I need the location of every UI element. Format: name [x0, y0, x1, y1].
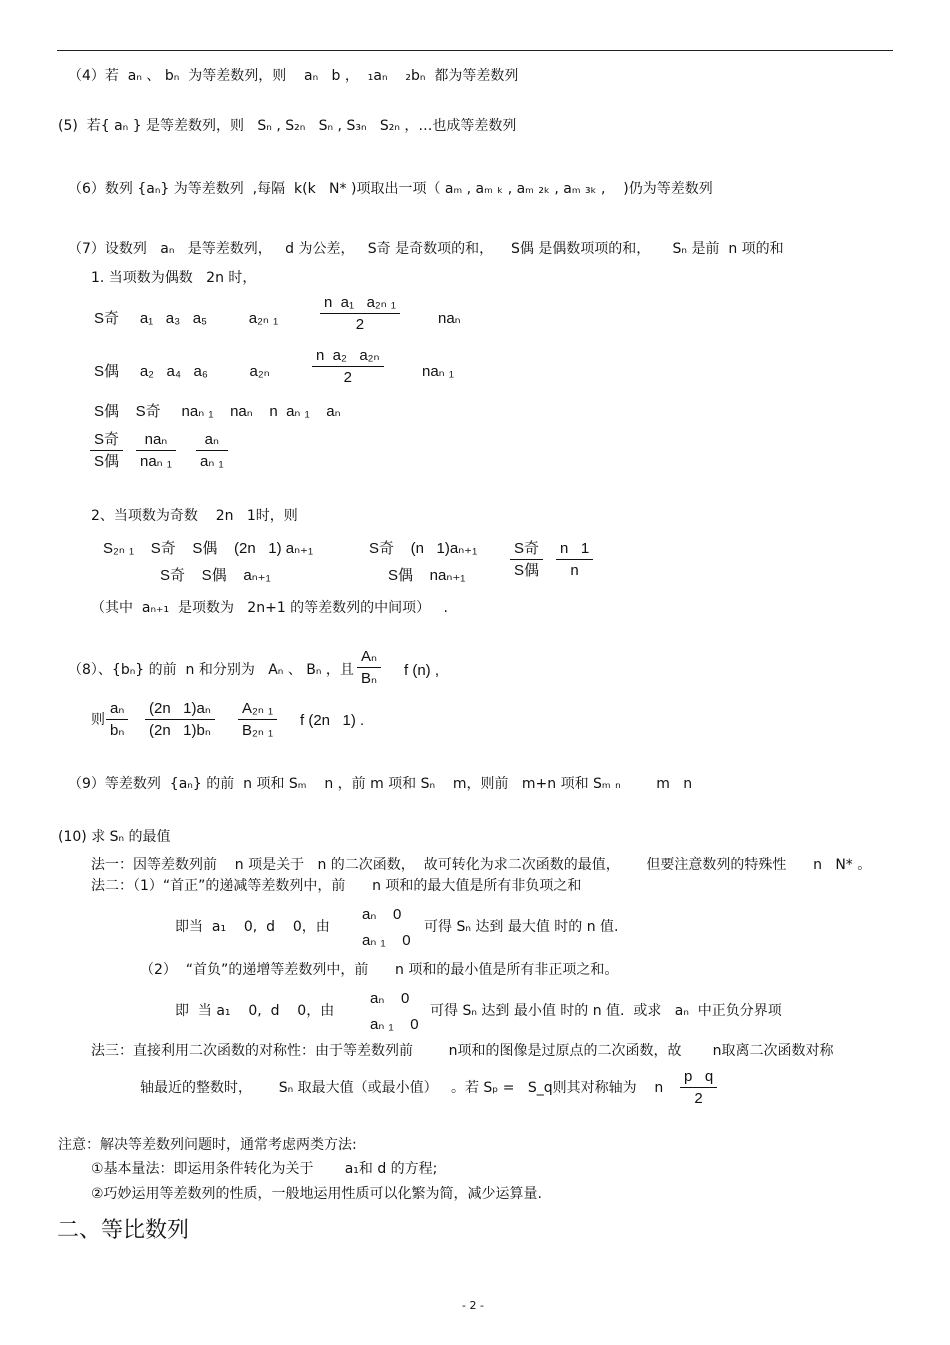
ratio2-n	[556, 540, 593, 579]
method-1: 法一：因等差数列前 n 项是关于 n 的二次函数， 故可转化为求二次函数的最值， 但要注意数列的特殊性 n N* 。	[91, 857, 872, 873]
method-2a-ineq-2: aₙ ₁ 0	[362, 932, 411, 949]
method-2b-system	[370, 986, 419, 1038]
ratio1-a-denominator: S偶	[94, 453, 120, 470]
note-middle-term: （其中 aₙ₊₁ 是项数为 2n+1 的等差数列的中间项） .	[91, 600, 448, 616]
symmetry-numerator: p q	[684, 1068, 714, 1085]
item-8-denominator: Bₙ	[361, 670, 377, 687]
item-8-rhs2: f (2n 1) .	[300, 712, 365, 729]
item-5: (5) 若{ aₙ } 是等差数列，则 Sₙ , S₂ₙ Sₙ , S₃ₙ S₂ₙ ，…也成等差数列	[58, 118, 517, 134]
ratio1-b-denominator: naₙ ₁	[140, 453, 172, 470]
method-2a-condition: 即当 a₁ 0, d 0，由	[175, 919, 330, 935]
s-odd-numerator: n a₁ a₂ₙ ₁	[324, 294, 396, 311]
item-9: （9）等差数列 {aₙ} 的前 n 项和 Sₘ n ，前 m 项和 Sₙ m，则前 m+n 项和 Sₘ ₙ m n	[68, 776, 693, 792]
method-2a-system	[362, 902, 411, 954]
item-8-f3-numerator: A₂ₙ ₁	[242, 700, 274, 717]
s-odd-lhs: S奇 a₁ a₃ a₅ a₂ₙ ₁	[94, 310, 279, 327]
ratio1-a-numerator: S奇	[94, 431, 120, 448]
item-8-numerator: Aₙ	[361, 648, 377, 665]
item-8-ratio	[357, 648, 381, 687]
s-even-rhs: naₙ ₁	[422, 363, 454, 380]
ratio2-odd-even	[510, 540, 543, 579]
s-even-lhs: S偶 a₂ a₄ a₆ a₂ₙ	[94, 363, 270, 380]
symmetry-axis-fraction	[680, 1068, 717, 1107]
top-rule	[57, 50, 893, 51]
note-heading: 注意：解决等差数列问题时，通常考虑两类方法:	[58, 1137, 357, 1153]
item-8-an-bn	[106, 700, 128, 739]
method-2b-condition: 即 当 a₁ 0, d 0，由	[175, 1003, 335, 1019]
section-heading: 二、等比数列	[57, 1218, 190, 1243]
method-3-continued: 轴最近的整数时， Sₙ 取最大值（或最小值） 。若 Sₚ = S_q则其对称轴为 n	[140, 1080, 664, 1096]
method-2: 法二：（1）“首正”的递减等差数列中，前 n 项和的最大值是所有非负项之和	[91, 878, 582, 894]
note-item-2: ②巧妙运用等差数列的性质，一般地运用性质可以化繁为简，减少运算量.	[91, 1186, 542, 1202]
ratio2-a-numerator: S奇	[514, 540, 540, 557]
item-8: （8）、{bₙ} 的前 n 和分别为 Aₙ 、 Bₙ ，且	[68, 662, 354, 678]
s2n1-row1: S₂ₙ ₁ S奇 S偶 (2n 1) aₙ₊₁	[103, 540, 314, 557]
symmetry-denominator: 2	[694, 1090, 703, 1107]
s-difference: S偶 S奇 naₙ ₁ naₙ n aₙ ₁ aₙ	[94, 403, 341, 420]
s-odd-fraction	[320, 294, 400, 333]
ratio1-b-numerator: naₙ	[144, 431, 168, 448]
item-7-case-odd: 2、当项数为奇数 2n 1时，则	[91, 508, 298, 524]
s-odd-rhs: naₙ	[438, 310, 461, 327]
item-8-then: 则	[91, 712, 105, 728]
item-8-f1-denominator: bₙ	[110, 722, 125, 739]
method-2b: （2） “首负”的递增等差数列中，前 n 项和的最小值是所有非正项之和。	[140, 962, 619, 978]
s-odd-denominator: 2	[355, 316, 365, 333]
item-8-A-B	[238, 700, 277, 739]
item-8-f1-numerator: aₙ	[110, 700, 125, 717]
ratio1-odd-even	[90, 431, 123, 470]
s-even-denominator: 2	[343, 369, 352, 386]
method-2b-result: 可得 Sₙ 达到 最小值 时的 n 值. 或求 aₙ 中正负分界项	[430, 1003, 782, 1019]
s2n1-row2: S奇 S偶 aₙ₊₁	[160, 567, 271, 584]
item-8-2n1	[145, 700, 215, 739]
item-8-rhs: f (n) ,	[404, 662, 440, 679]
method-2b-ineq-1: aₙ 0	[370, 990, 410, 1007]
s-odd2-row2: S偶 naₙ₊₁	[388, 567, 466, 584]
method-2a-result: 可得 Sₙ 达到 最大值 时的 n 值.	[424, 919, 619, 935]
method-2b-ineq-2: aₙ ₁ 0	[370, 1016, 419, 1033]
item-10: (10) 求 Sₙ 的最值	[58, 829, 171, 845]
ratio1-nan	[136, 431, 176, 470]
item-4: （4）若 aₙ 、 bₙ 为等差数列，则 aₙ b ， ₁aₙ ₂bₙ 都为等差数列	[68, 68, 519, 84]
item-8-f2-numerator: (2n 1)aₙ	[149, 700, 211, 717]
ratio2-b-numerator: n 1	[560, 540, 590, 557]
ratio1-c-denominator: aₙ ₁	[200, 453, 224, 470]
ratio1-an	[196, 431, 228, 470]
item-7: （7）设数列 aₙ 是等差数列， d 为公差， S奇 是奇数项的和， S偶 是偶数项项的和， Sₙ 是前 n 项的和	[68, 241, 784, 257]
item-8-f2-denominator: (2n 1)bₙ	[149, 722, 211, 739]
s-odd2-row1: S奇 (n 1)aₙ₊₁	[369, 540, 478, 557]
item-8-f3-denominator: B₂ₙ ₁	[242, 722, 274, 739]
s-even-fraction	[312, 347, 384, 386]
ratio1-c-numerator: aₙ	[204, 431, 219, 448]
item-7-case-even: 1. 当项数为偶数 2n 时，	[91, 270, 257, 286]
method-3: 法三：直接利用二次函数的对称性：由于等差数列前 n项和的图像是过原点的二次函数，故 n取离二次函数对称	[91, 1043, 834, 1059]
note-item-1: ①基本量法：即运用条件转化为关于 a₁和 d 的方程;	[91, 1161, 438, 1177]
ratio2-a-denominator: S偶	[514, 562, 540, 579]
ratio2-b-denominator: n	[570, 562, 579, 579]
page-number: - 2 -	[462, 1299, 484, 1312]
item-6: （6）数列 {aₙ} 为等差数列 ,每隔 k(k N* )项取出一项（ aₘ , aₘ ₖ , aₘ ₂ₖ , aₘ ₃ₖ , )仍为等差数列	[68, 181, 713, 197]
method-2a-ineq-1: aₙ 0	[362, 906, 402, 923]
s-even-numerator: n a₂ a₂ₙ	[316, 347, 380, 364]
